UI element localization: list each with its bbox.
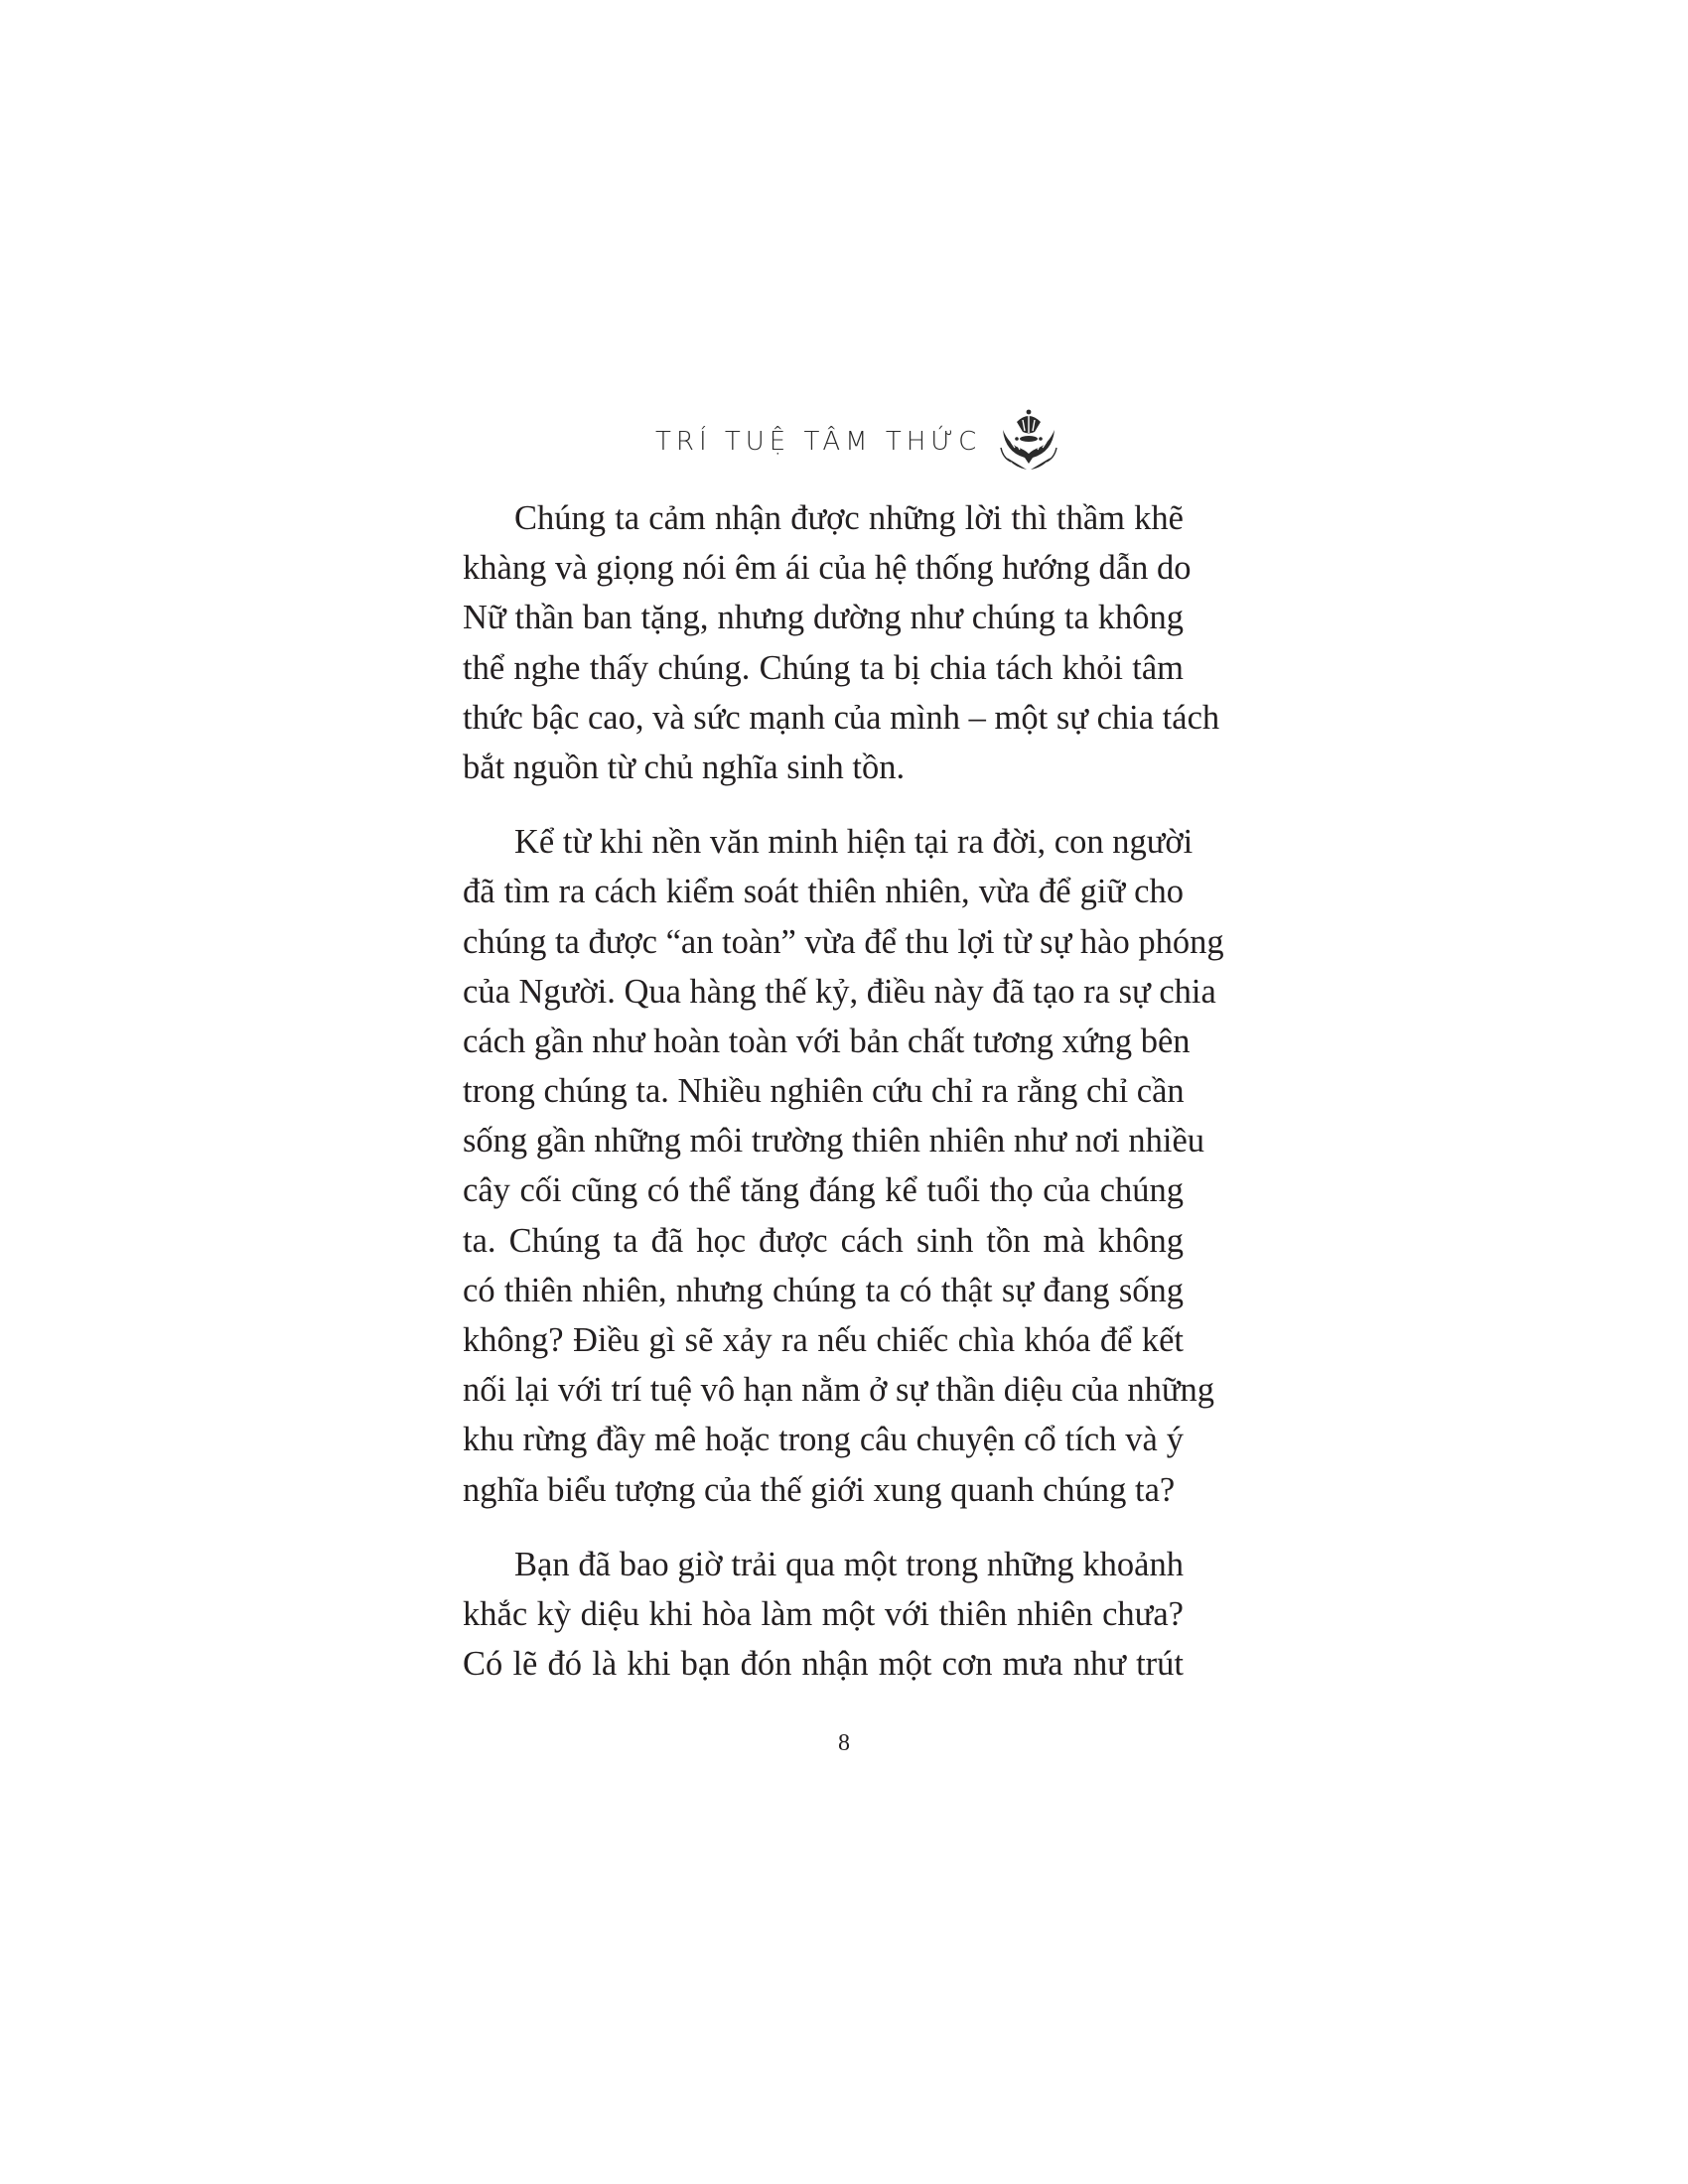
text-line: cách gần như hoàn toàn với bản chất tương xứng bên <box>463 1022 1191 1060</box>
text-line: của Người. Qua hàng thế kỷ, điều này đã tạo ra sự chia <box>463 972 1216 1011</box>
text-line: không? Điều gì sẽ xảy ra nếu chiếc chìa khóa để kết <box>463 1321 1184 1359</box>
text-line: trong chúng ta. Nhiều nghiên cứu chỉ ra rằng chỉ cần <box>463 1072 1185 1111</box>
text-line: Nữ thần ban tặng, nhưng dường như chúng ta không <box>463 599 1184 637</box>
text-line: Bạn đã bao giờ trải qua một trong những khoảnh <box>514 1545 1184 1583</box>
text-line: khu rừng đầy mê hoặc trong câu chuyện cổ tích và ý <box>463 1421 1184 1459</box>
text-line: sống gần những môi trường thiên nhiên như nơi nhiều <box>463 1122 1205 1160</box>
text-line: cây cối cũng có thể tăng đáng kể tuổi thọ của chúng <box>463 1171 1184 1210</box>
running-head-title: TRÍ TUỆ TÂM THỨC <box>655 427 982 457</box>
body-text <box>463 493 1224 1713</box>
text-line: ta. Chúng ta đã học được cách sinh tồn mà không <box>463 1221 1184 1260</box>
text-line: khắc kỳ diệu khi hòa làm một với thiên nhiên chưa? <box>463 1594 1184 1633</box>
paragraph-1 <box>463 493 1220 792</box>
text-line: thức bậc cao, và sức mạnh của mình – một sự chia tách <box>463 698 1220 737</box>
page-number: 8 <box>838 1730 850 1756</box>
text-line: nối lại với trí tuệ vô hạn nằm ở sự thần diệu của những <box>463 1371 1215 1410</box>
text-line: đã tìm ra cách kiểm soát thiên nhiên, vừa để giữ cho <box>463 873 1184 911</box>
running-head <box>655 402 1013 481</box>
paragraph-3 <box>463 1540 1184 1690</box>
text-line: Chúng ta cảm nhận được những lời thì thầm khẽ <box>514 499 1184 537</box>
text-line: Kể từ khi nền văn minh hiện tại ra đời, con người <box>514 823 1194 862</box>
text-line: có thiên nhiên, nhưng chúng ta có thật sự đang sống <box>463 1271 1184 1309</box>
hands-holding-shell-emblem-icon <box>995 408 1062 476</box>
text-line: khàng và giọng nói êm ái của hệ thống hướng dẫn do <box>463 549 1192 588</box>
text-line: chúng ta được “an toàn” vừa để thu lợi từ sự hào phóng <box>463 922 1224 961</box>
text-line: nghĩa biểu tượng của thế giới xung quanh chúng ta? <box>463 1470 1176 1509</box>
paragraph-2 <box>463 817 1224 1515</box>
text-line: Có lẽ đó là khi bạn đón nhận một cơn mưa như trút <box>463 1645 1184 1684</box>
text-line: thể nghe thấy chúng. Chúng ta bị chia tách khỏi tâm <box>463 648 1184 687</box>
text-line: bắt nguồn từ chủ nghĩa sinh tồn. <box>463 748 906 786</box>
